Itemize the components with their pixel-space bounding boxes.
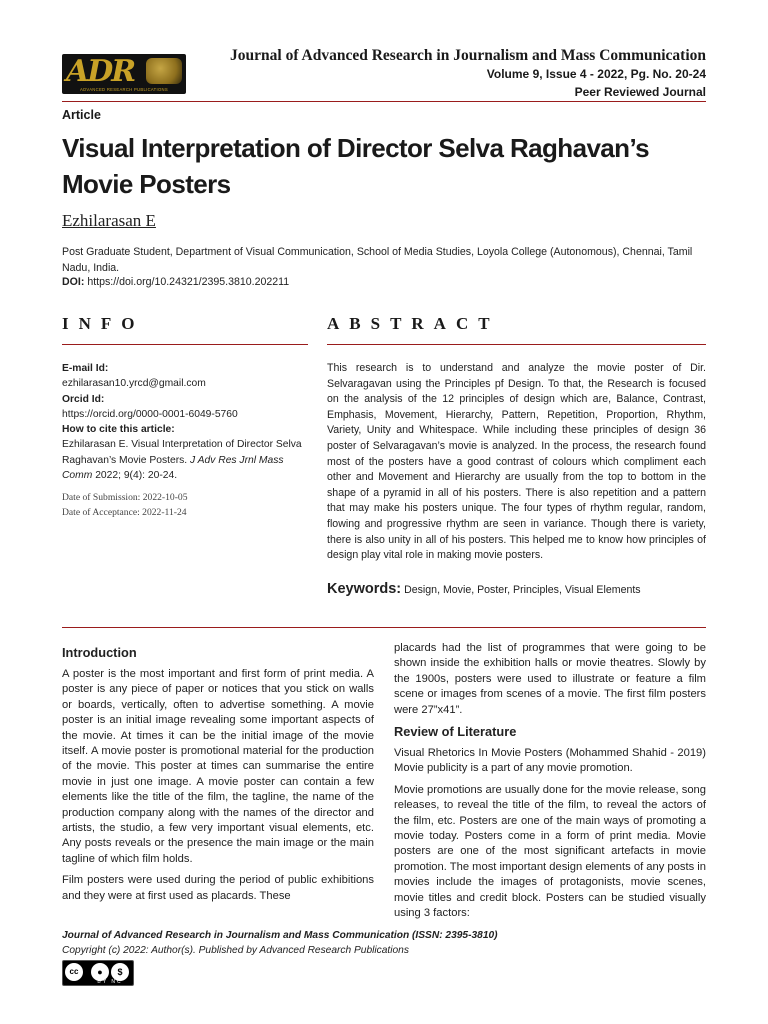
body-divider bbox=[62, 627, 706, 628]
doi-link[interactable]: https://doi.org/10.24321/2395.3810.202211 bbox=[87, 276, 290, 288]
cite-label: How to cite this article: bbox=[62, 424, 175, 436]
doi-line bbox=[62, 276, 289, 288]
article-type: Article bbox=[62, 108, 101, 122]
orcid-label: Orcid Id: bbox=[62, 393, 105, 405]
body-paragraph: placards had the list of programmes that were going to be shown inside the exhibition halls or movie theatres. Slowly by the 1900s, posters were used to illustrate or feature a film scene or images from scenes of a movie. The first film posters were 27”x41”. bbox=[394, 642, 706, 716]
cc-icon: cc bbox=[65, 963, 83, 981]
journal-title: Journal of Advanced Research in Journalism and Mass Communication bbox=[230, 47, 706, 64]
info-block bbox=[62, 361, 312, 483]
keywords-line bbox=[327, 581, 707, 597]
submission-date: Date of Submission: 2022-10-05 bbox=[62, 492, 188, 503]
body-paragraph: A poster is the most important and first form of print media. A poster is any piece of paper or notices that you stick on walls or boards, vertically, often to advertise something. A movie poster is an initial image revealing some important aspects of the movie. At times it can be the initial image of the movie itself. A movie poster is promotional material for the production of the movie. This poster at times can summarise the entire movie in just one image. A movie poster can contain a few elements like the title of the film, the tagline, the name of the production company along with the names of the director and artists, the studio, a few very important visual elements, etc. Any posts reveals or the presence the main image or the main tagline of which film holds. bbox=[62, 668, 374, 865]
header-divider bbox=[62, 101, 706, 102]
email-label: E-mail Id: bbox=[62, 363, 109, 374]
doi-label: DOI: bbox=[62, 276, 85, 288]
introduction-heading: Introduction bbox=[62, 645, 137, 660]
citation-tail: 2022; 9(4): 20-24. bbox=[95, 470, 178, 482]
body-column-right bbox=[394, 641, 706, 928]
logo-subtext: ADVANCED RESEARCH PUBLICATIONS bbox=[80, 87, 168, 92]
noncommercial-icon: $ bbox=[111, 963, 129, 981]
body-paragraph: Movie promotions are usually done for the movie release, song releases, to reveal the title of the film, to reveal the actors of the film, etc. Posters are one of the main ways of promoting a movie today. Posters come in a form of print media. Movie posters are one of the most significant artefacts in movie promotion. The most important design elements of any posts in movies include the images of protagonists, movie scenes, movie titles and credit block. Posters can be studied visually using 3 factors: bbox=[394, 783, 706, 920]
orcid-link[interactable]: https://orcid.org/0000-0001-6049-5760 bbox=[62, 408, 238, 420]
article-dates bbox=[62, 491, 188, 520]
review-heading: Review of Literature bbox=[394, 724, 517, 740]
logo-mark: ADR bbox=[66, 54, 135, 89]
citation-journal: J Adv Res Jrnl Mass Comm bbox=[62, 454, 284, 482]
volume-line: Volume 9, Issue 4 - 2022, Pg. No. 20-24 bbox=[486, 67, 706, 81]
abstract-heading: ABSTRACT bbox=[327, 314, 500, 333]
body-column-left bbox=[62, 645, 374, 910]
keywords-label: Keywords: bbox=[327, 581, 402, 597]
info-heading: INFO bbox=[62, 314, 145, 333]
citation-main: Ezhilarasan E. Visual Interpretation of Director Selva Raghavan’s Movie Posters. bbox=[62, 439, 302, 466]
author-name[interactable]: Ezhilarasan E bbox=[62, 211, 156, 230]
citation-text bbox=[62, 437, 312, 483]
creative-commons-badge[interactable] bbox=[62, 960, 134, 986]
author-affiliation: Post Graduate Student, Department of Visual Communication, School of Media Studies, Loyola College (Autonomous), Chennai, Tamil Nadu, India. bbox=[62, 246, 693, 274]
globe-icon bbox=[146, 58, 182, 84]
abstract-text: This research is to understand and analyze the movie poster of Dir. Selvaragavan using the Principles pf Design. To that, the Research is focused on the analysis of the 12 principles of design which are, Balance, Contrast, Emphasis, Movement, Hierarchy, Pattern, Repetition, Proportion, Rhythm, Variety, Unity and Whitespace. While including these principles of design 36 poster of Selvaragavan’s movie is analyzed. In the process, the research found most of the posters have a good contrast of colours which compliment each other and Movement and Hierarchy are usually from the top to bottom in the shape of a pyramid in all of his posters. There is also repetition and a pattern that may make his posters unique. The four types of rhythm regular, random, flowing and progressive rhythm are seen in variance. Though there is variety, there is also unity in all of his posters. This helped me to know how principles of design play vital role in making movie posters. bbox=[327, 362, 706, 562]
footer-journal-line: Journal of Advanced Research in Journalism and Mass Communication (ISSN: 2395-3810) bbox=[62, 930, 498, 941]
body-paragraph: Visual Rhetorics In Movie Posters (Mohammed Shahid - 2019) Movie publicity is a part of any movie promotion. bbox=[394, 747, 706, 775]
cc-license-label: BY NC bbox=[97, 979, 123, 985]
abstract-divider bbox=[327, 344, 706, 345]
keywords-list: Design, Movie, Poster, Principles, Visual Elements bbox=[404, 584, 641, 596]
paper-title: Visual Interpretation of Director Selva Raghavan’s Movie Posters bbox=[62, 133, 649, 199]
publisher-logo bbox=[62, 54, 186, 94]
peer-review-label: Peer Reviewed Journal bbox=[574, 85, 706, 99]
acceptance-date: Date of Acceptance: 2022-11-24 bbox=[62, 506, 187, 518]
email-link[interactable]: ezhilarasan10.yrcd@gmail.com bbox=[62, 378, 206, 390]
footer-copyright: Copyright (c) 2022: Author(s). Published by Advanced Research Publications bbox=[62, 945, 409, 956]
info-divider bbox=[62, 344, 308, 345]
attribution-icon: ● bbox=[91, 963, 109, 981]
body-paragraph: Film posters were used during the period of public exhibitions and they were at first used as placards. These bbox=[62, 874, 374, 902]
